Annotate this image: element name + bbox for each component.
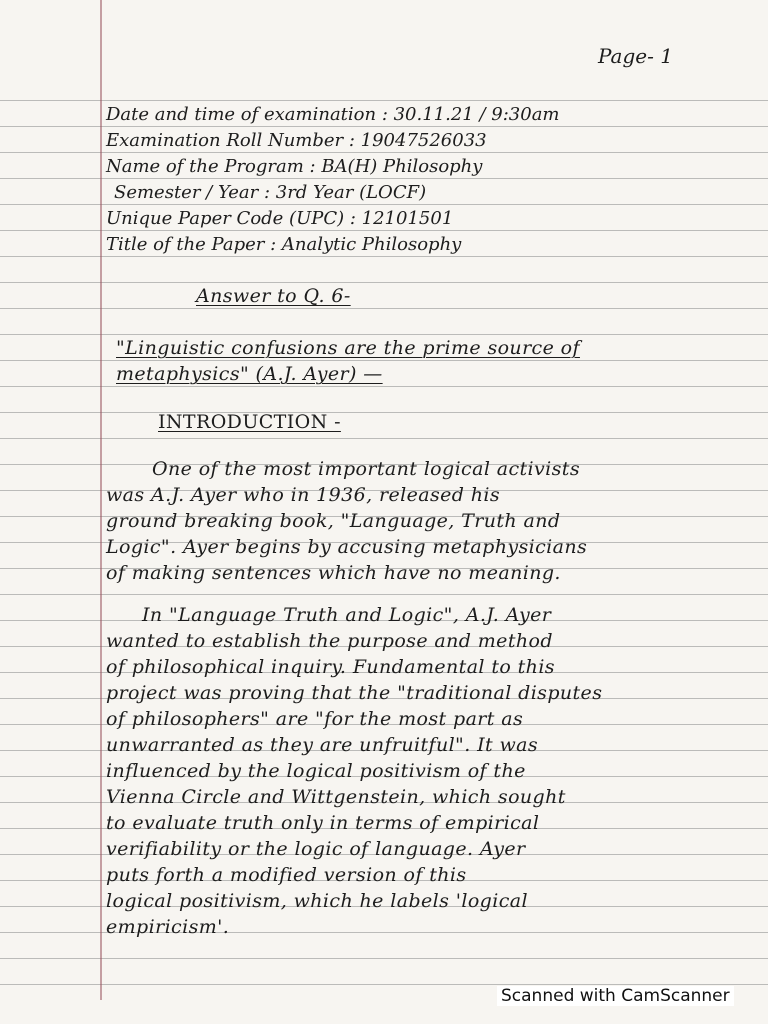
paragraph-1-line: One of the most important logical activists [152,458,580,480]
paragraph-2-line: In "Language Truth and Logic", A.J. Ayer [142,604,552,626]
intro-heading: INTRODUCTION - [158,411,341,433]
ruled-line [0,308,768,309]
paragraph-2-line: of philosophers" are "for the most part as [106,708,524,730]
ruled-line [0,958,768,959]
paragraph-2-line: of philosophical inquiry. Fundamental to this [106,656,555,678]
header-date-time: Date and time of examination : 30.11.21 / 9:30am [106,104,560,125]
answer-heading: Answer to Q. 6- [196,285,351,307]
quote-line-1: "Linguistic confusions are the prime source of [116,337,580,359]
page-number: Page- 1 [598,44,673,68]
paragraph-2-line: to evaluate truth only in terms of empirical [106,812,540,834]
ruled-line [0,256,768,257]
ruled-line [0,126,768,127]
ruled-line [0,152,768,153]
paragraph-1-line: Logic". Ayer begins by accusing metaphysicians [106,536,588,558]
paragraph-2-line: wanted to establish the purpose and method [106,630,553,652]
ruled-line [0,984,768,985]
paragraph-2-line: unwarranted as they are unfruitful". It was [106,734,538,756]
header-paper-code: Unique Paper Code (UPC) : 12101501 [106,208,454,229]
paragraph-2-line: Vienna Circle and Wittgenstein, which sought [106,786,566,808]
ruled-line [0,282,768,283]
header-program: Name of the Program : BA(H) Philosophy [106,156,483,177]
paragraph-2-line: verifiability or the logic of language. Ayer [106,838,526,860]
margin-line [100,0,102,1000]
quote-line-2: metaphysics" (A.J. Ayer) — [116,363,383,385]
ruled-line [0,386,768,387]
ruled-line [0,230,768,231]
ruled-line [0,438,768,439]
ruled-line [0,334,768,335]
paragraph-1-line: ground breaking book, "Language, Truth and [106,510,561,532]
ruled-line [0,100,768,101]
paragraph-2-line: influenced by the logical positivism of the [106,760,526,782]
ruled-line [0,360,768,361]
scanner-watermark: Scanned with CamScanner [497,986,734,1006]
paragraph-1-line: of making sentences which have no meaning. [106,562,561,584]
paragraph-2-line: puts forth a modified version of this [106,864,467,886]
paragraph-2-line: logical positivism, which he labels 'logical [106,890,528,912]
ruled-line [0,412,768,413]
header-semester-year: Semester / Year : 3rd Year (LOCF) [114,182,427,203]
header-paper-title: Title of the Paper : Analytic Philosophy [106,234,462,255]
ruled-line [0,204,768,205]
ruled-line [0,178,768,179]
paragraph-1-line: was A.J. Ayer who in 1936, released his [106,484,501,506]
ruled-line [0,594,768,595]
paragraph-2-line: project was proving that the "traditional disputes [106,682,603,704]
paragraph-2-line: empiricism'. [106,916,230,938]
header-roll-number: Examination Roll Number : 19047526033 [106,130,487,151]
